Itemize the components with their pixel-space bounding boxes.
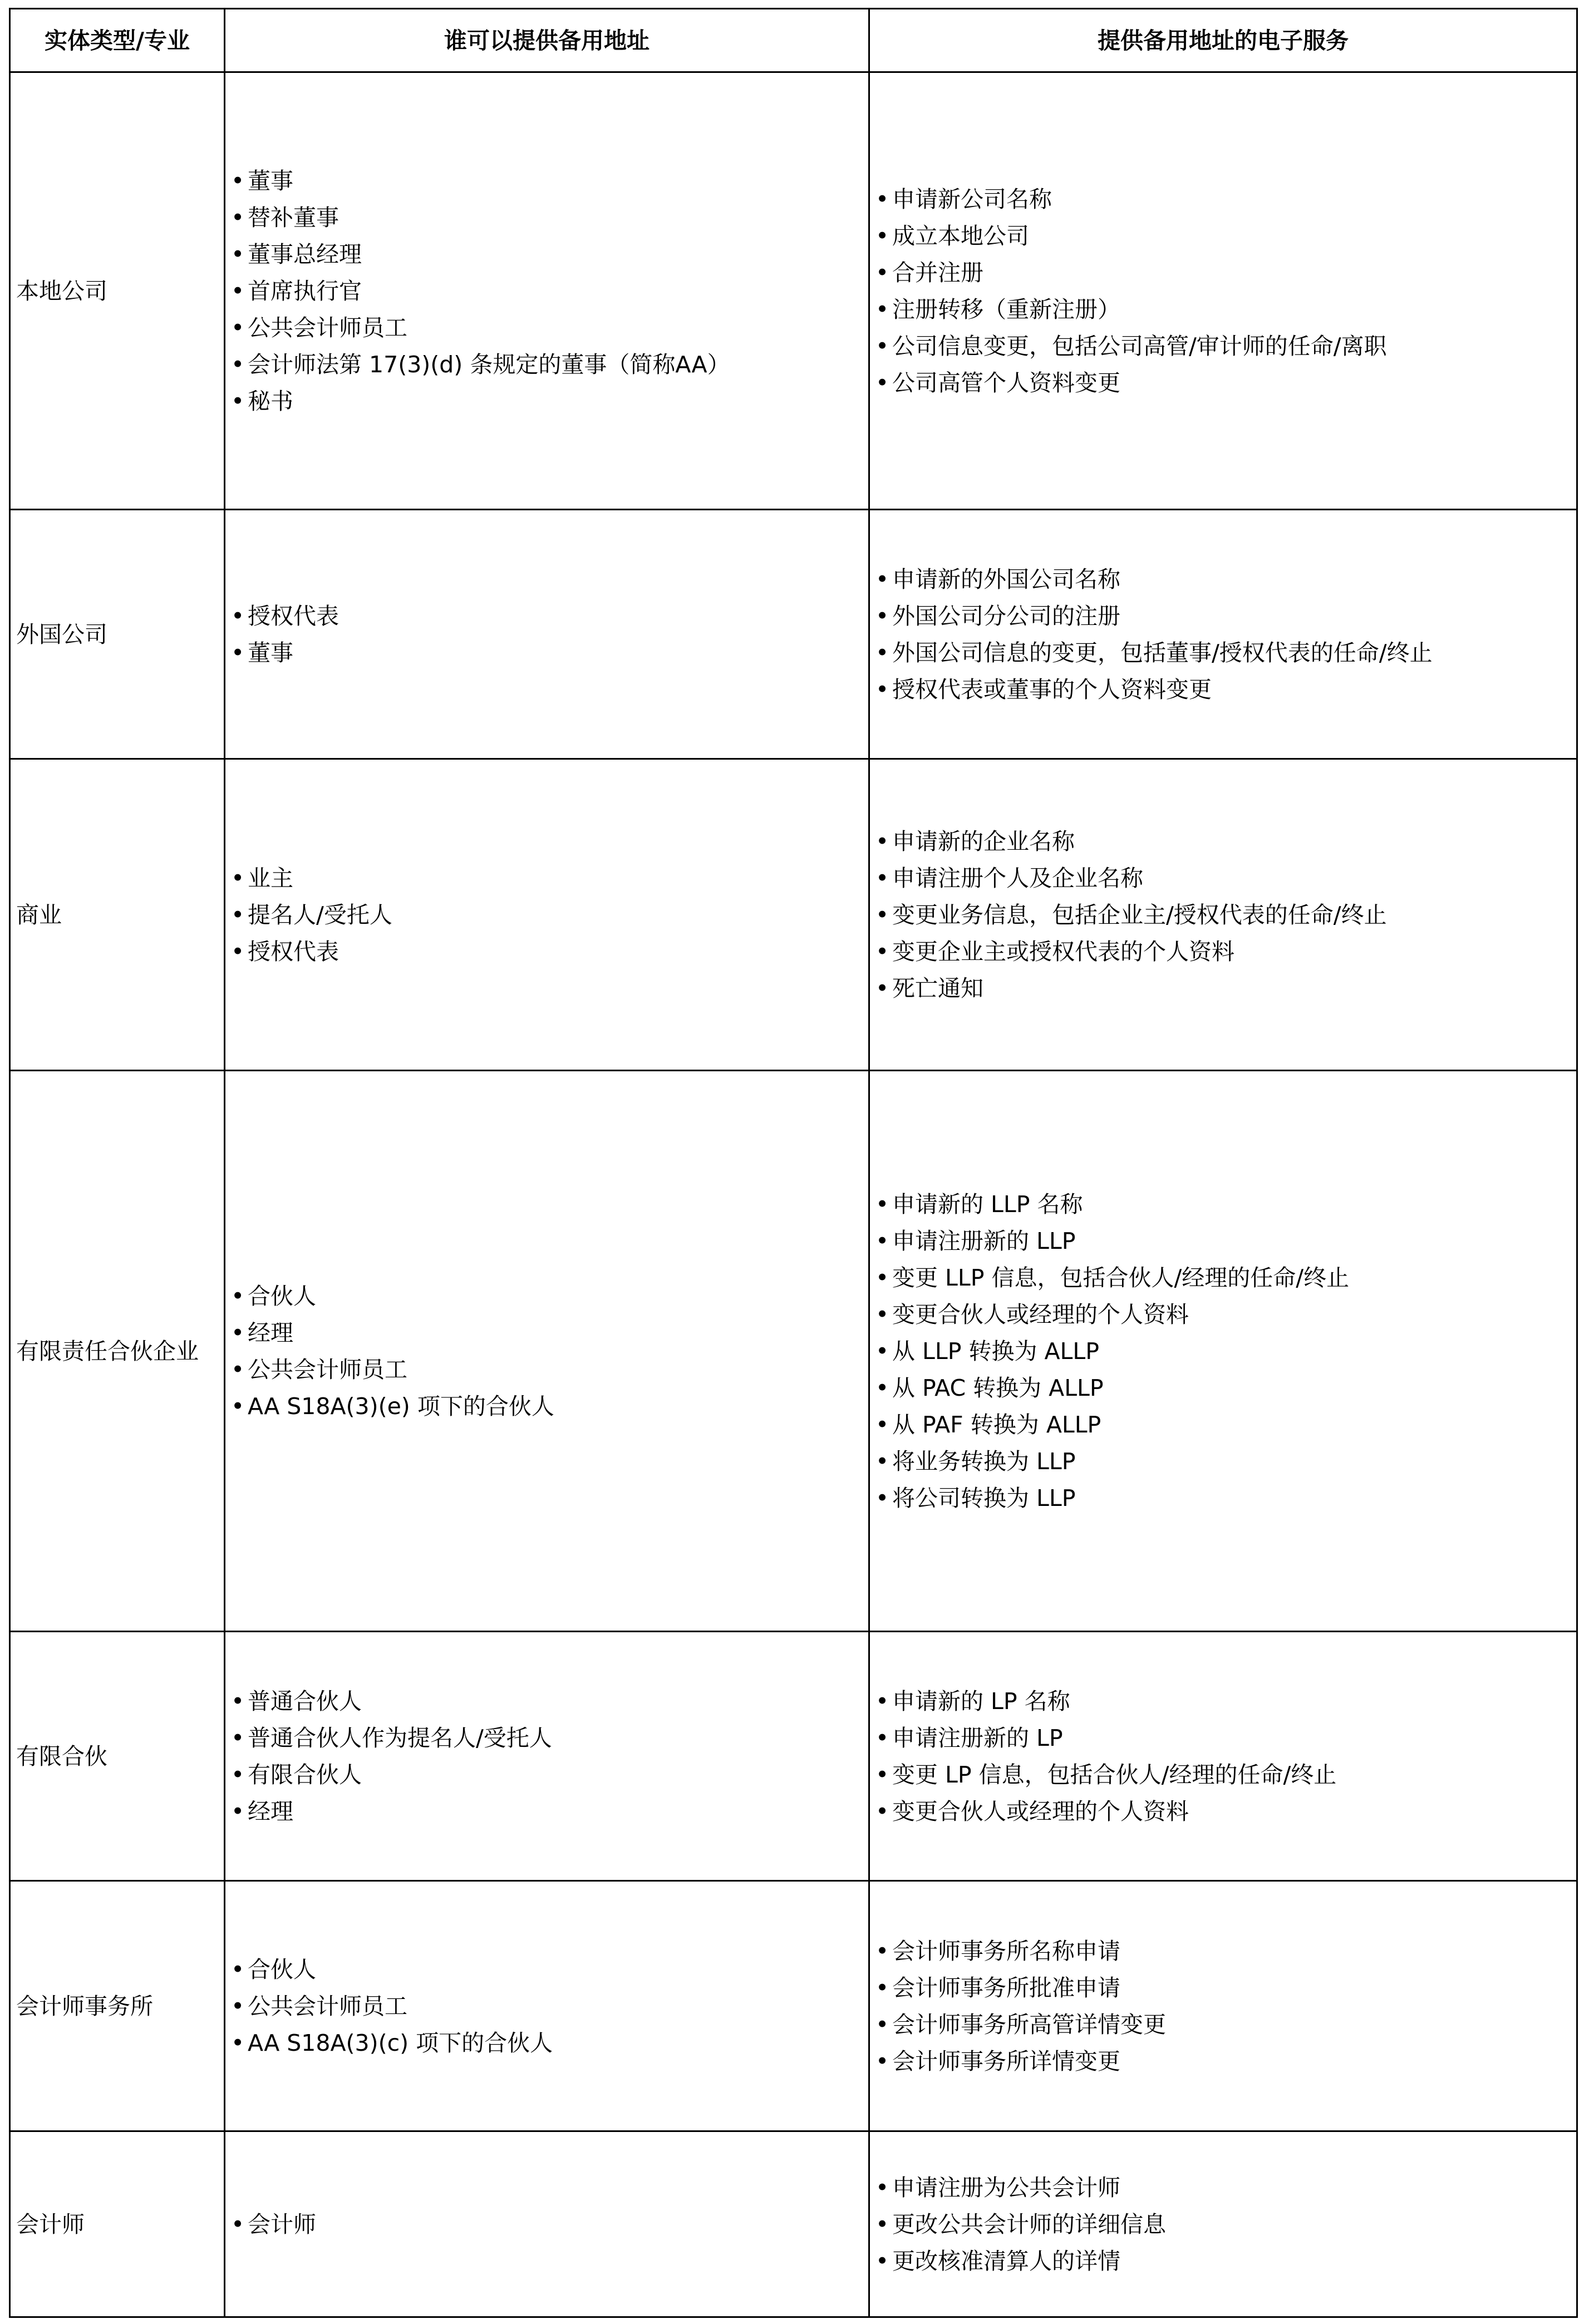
bullet-icon: • — [875, 1798, 889, 1825]
service-item — [875, 561, 1571, 598]
bullet-icon: • — [875, 332, 889, 360]
who-item — [231, 383, 863, 420]
who-cell — [225, 759, 869, 1071]
who-list — [231, 163, 863, 420]
bullet-icon: • — [231, 1687, 245, 1715]
service-list — [875, 561, 1571, 708]
services-cell — [869, 1881, 1577, 2131]
service-item-text: 死亡通知 — [892, 974, 983, 1002]
who-item — [231, 1278, 863, 1314]
service-item-text: 将业务转换为 LLP — [892, 1447, 1076, 1475]
service-item-text: 从 PAF 转换为 ALLP — [892, 1411, 1101, 1438]
service-item-text: 申请注册为公共会计师 — [892, 2174, 1120, 2201]
who-item — [231, 1351, 863, 1388]
bullet-icon: • — [231, 1282, 245, 1309]
who-list — [231, 2206, 863, 2243]
bullet-icon: • — [875, 1937, 889, 1964]
who-item — [231, 1793, 863, 1830]
who-item — [231, 309, 863, 346]
who-item-text: 会计师法第 17(3)(d) 条规定的董事（简称AA） — [248, 351, 730, 378]
bullet-icon: • — [231, 2029, 245, 2056]
who-cell — [225, 1881, 869, 2131]
service-item — [875, 1756, 1571, 1793]
who-item — [231, 236, 863, 273]
service-item — [875, 254, 1571, 291]
service-item — [875, 1443, 1571, 1480]
who-list — [231, 1683, 863, 1830]
service-item — [875, 634, 1571, 671]
service-item-text: 申请注册个人及企业名称 — [892, 864, 1143, 892]
service-item-text: 会计师事务所批准申请 — [892, 1974, 1120, 2001]
bullet-icon: • — [231, 314, 245, 341]
service-item-text: 从 LLP 转换为 ALLP — [892, 1337, 1099, 1365]
service-item — [875, 970, 1571, 1007]
bullet-icon: • — [875, 639, 889, 666]
service-item-text: 申请注册新的 LLP — [892, 1227, 1076, 1254]
who-item — [231, 1388, 863, 1425]
who-list — [231, 1951, 863, 2061]
service-item — [875, 1720, 1571, 1756]
service-item — [875, 1296, 1571, 1333]
bullet-icon: • — [875, 901, 889, 928]
who-item — [231, 933, 863, 970]
bullet-icon: • — [875, 938, 889, 965]
bullet-icon: • — [875, 185, 889, 213]
bullet-icon: • — [875, 565, 889, 593]
table-row — [10, 2131, 1577, 2317]
entity-type-cell: 有限责任合伙企业 — [10, 1071, 225, 1632]
service-item-text: 外国公司信息的变更，包括董事/授权代表的任命/终止 — [892, 639, 1433, 666]
bullet-icon: • — [231, 2210, 245, 2238]
who-item — [231, 199, 863, 236]
bullet-icon: • — [231, 1724, 245, 1751]
who-cell — [225, 510, 869, 759]
who-cell — [225, 1632, 869, 1881]
service-item — [875, 897, 1571, 933]
table-row — [10, 759, 1577, 1071]
who-item-text: 经理 — [248, 1319, 293, 1346]
services-cell — [869, 72, 1577, 510]
service-item-text: 更改核准清算人的详情 — [892, 2247, 1120, 2274]
bullet-icon: • — [231, 864, 245, 892]
service-item — [875, 1970, 1571, 2006]
who-item — [231, 2025, 863, 2061]
who-item-text: 业主 — [248, 864, 293, 892]
who-item-text: 董事 — [248, 167, 293, 194]
service-item — [875, 1333, 1571, 1370]
who-item — [231, 1988, 863, 2025]
bullet-icon: • — [231, 1956, 245, 1983]
service-item-text: 公司信息变更，包括公司高管/审计师的任命/离职 — [892, 332, 1387, 360]
bullet-icon: • — [231, 1798, 245, 1825]
service-item — [875, 1933, 1571, 1970]
bullet-icon: • — [875, 2210, 889, 2238]
services-cell — [869, 2131, 1577, 2317]
bullet-icon: • — [875, 828, 889, 855]
who-item — [231, 2206, 863, 2243]
service-item-text: 申请新的 LP 名称 — [892, 1687, 1070, 1715]
table-row — [10, 1071, 1577, 1632]
service-list — [875, 1933, 1571, 2080]
bullet-icon: • — [231, 387, 245, 415]
service-item-text: 申请新的 LLP 名称 — [892, 1190, 1083, 1218]
bullet-icon: • — [231, 1319, 245, 1346]
service-item — [875, 2206, 1571, 2243]
bullet-icon: • — [875, 2247, 889, 2274]
who-item — [231, 163, 863, 199]
bullet-icon: • — [875, 1374, 889, 1401]
service-item — [875, 328, 1571, 365]
service-list — [875, 823, 1571, 1007]
bullet-icon: • — [231, 639, 245, 666]
entity-type-cell: 会计师事务所 — [10, 1881, 225, 2131]
who-item — [231, 860, 863, 897]
who-item-text: 有限合伙人 — [248, 1761, 362, 1788]
who-item — [231, 273, 863, 309]
service-item — [875, 671, 1571, 708]
bullet-icon: • — [875, 222, 889, 249]
service-item-text: 申请新的外国公司名称 — [892, 565, 1120, 593]
who-item-text: 普通合伙人作为提名人/受托人 — [248, 1724, 552, 1751]
service-item-text: 外国公司分公司的注册 — [892, 602, 1120, 629]
who-item — [231, 1314, 863, 1351]
header-who-can-provide: 谁可以提供备用地址 — [225, 9, 869, 72]
alternate-address-table — [9, 8, 1578, 2318]
table-row — [10, 72, 1577, 510]
service-item — [875, 2243, 1571, 2279]
bullet-icon: • — [875, 1974, 889, 2001]
service-item — [875, 2043, 1571, 2080]
service-item-text: 变更业务信息，包括企业主/授权代表的任命/终止 — [892, 901, 1387, 928]
who-list — [231, 860, 863, 970]
bullet-icon: • — [231, 901, 245, 928]
service-item-text: 变更 LLP 信息，包括合伙人/经理的任命/终止 — [892, 1264, 1350, 1291]
service-item-text: 公司高管个人资料变更 — [892, 369, 1120, 396]
service-item — [875, 181, 1571, 218]
service-item — [875, 860, 1571, 897]
bullet-icon: • — [875, 974, 889, 1002]
service-item-text: 申请新的企业名称 — [892, 828, 1075, 855]
bullet-icon: • — [875, 296, 889, 323]
bullet-icon: • — [875, 1447, 889, 1475]
service-item — [875, 365, 1571, 401]
who-item-text: 公共会计师员工 — [248, 1992, 407, 2020]
who-item — [231, 1720, 863, 1756]
service-item-text: 会计师事务所高管详情变更 — [892, 2011, 1166, 2038]
who-item — [231, 1951, 863, 1988]
bullet-icon: • — [231, 351, 245, 378]
who-item — [231, 634, 863, 671]
bullet-icon: • — [231, 938, 245, 965]
bullet-icon: • — [875, 864, 889, 892]
service-item — [875, 1406, 1571, 1443]
bullet-icon: • — [875, 1724, 889, 1751]
service-item-text: 将公司转换为 LLP — [892, 1484, 1076, 1511]
service-item-text: 从 PAC 转换为 ALLP — [892, 1374, 1104, 1401]
who-item-text: 授权代表 — [248, 602, 339, 629]
bullet-icon: • — [875, 1190, 889, 1218]
who-item — [231, 1683, 863, 1720]
who-item-text: 首席执行官 — [248, 277, 362, 304]
who-list — [231, 598, 863, 671]
who-item-text: 授权代表 — [248, 938, 339, 965]
who-item-text: 合伙人 — [248, 1956, 316, 1983]
who-item — [231, 1756, 863, 1793]
who-item-text: 公共会计师员工 — [248, 314, 407, 341]
services-cell — [869, 1632, 1577, 1881]
bullet-icon: • — [875, 1484, 889, 1511]
bullet-icon: • — [875, 2047, 889, 2075]
service-item-text: 会计师事务所详情变更 — [892, 2047, 1120, 2075]
bullet-icon: • — [875, 369, 889, 396]
who-item-text: 秘书 — [248, 387, 293, 415]
table-row — [10, 510, 1577, 759]
bullet-icon: • — [231, 1392, 245, 1420]
bullet-icon: • — [875, 1264, 889, 1291]
who-cell — [225, 2131, 869, 2317]
bullet-icon: • — [875, 2174, 889, 2201]
service-item-text: 更改公共会计师的详细信息 — [892, 2210, 1166, 2238]
who-item-text: 普通合伙人 — [248, 1687, 362, 1715]
bullet-icon: • — [875, 1687, 889, 1715]
who-item — [231, 598, 863, 634]
who-item — [231, 346, 863, 383]
service-item-text: 变更企业主或授权代表的个人资料 — [892, 938, 1234, 965]
service-item — [875, 823, 1571, 860]
service-item — [875, 933, 1571, 970]
who-item — [231, 897, 863, 933]
bullet-icon: • — [231, 240, 245, 268]
service-item — [875, 2169, 1571, 2206]
services-cell — [869, 1071, 1577, 1632]
service-item — [875, 1223, 1571, 1259]
bullet-icon: • — [875, 259, 889, 286]
who-list — [231, 1278, 863, 1425]
bullet-icon: • — [231, 204, 245, 231]
who-item-text: 会计师 — [248, 2210, 316, 2238]
service-list — [875, 181, 1571, 401]
bullet-icon: • — [875, 2011, 889, 2038]
who-item-text: 董事总经理 — [248, 240, 362, 268]
who-item-text: AA S18A(3)(e) 项下的合伙人 — [248, 1392, 554, 1420]
who-cell — [225, 1071, 869, 1632]
services-cell — [869, 759, 1577, 1071]
header-entity-type: 实体类型/专业 — [10, 9, 225, 72]
entity-type-cell: 会计师 — [10, 2131, 225, 2317]
bullet-icon: • — [875, 1761, 889, 1788]
service-item — [875, 1259, 1571, 1296]
entity-type-cell: 商业 — [10, 759, 225, 1071]
service-item-text: 变更合伙人或经理的个人资料 — [892, 1301, 1189, 1328]
header-row — [10, 9, 1577, 72]
table-row — [10, 1632, 1577, 1881]
service-item — [875, 1683, 1571, 1720]
bullet-icon: • — [231, 1761, 245, 1788]
bullet-icon: • — [231, 167, 245, 194]
entity-type-cell: 外国公司 — [10, 510, 225, 759]
bullet-icon: • — [231, 602, 245, 629]
who-cell — [225, 72, 869, 510]
bullet-icon: • — [231, 1992, 245, 2020]
entity-type-cell: 本地公司 — [10, 72, 225, 510]
service-item — [875, 218, 1571, 254]
bullet-icon: • — [875, 676, 889, 703]
service-item-text: 变更 LP 信息，包括合伙人/经理的任命/终止 — [892, 1761, 1337, 1788]
table-row — [10, 1881, 1577, 2131]
bullet-icon: • — [231, 277, 245, 304]
who-item-text: AA S18A(3)(c) 项下的合伙人 — [248, 2029, 553, 2056]
service-item-text: 申请新公司名称 — [892, 185, 1052, 213]
services-cell — [869, 510, 1577, 759]
service-item — [875, 1370, 1571, 1406]
bullet-icon: • — [875, 1337, 889, 1365]
service-item-text: 注册转移（重新注册） — [892, 296, 1120, 323]
bullet-icon: • — [231, 1356, 245, 1383]
service-item-text: 申请注册新的 LP — [892, 1724, 1063, 1751]
service-item — [875, 598, 1571, 634]
service-item-text: 成立本地公司 — [892, 222, 1029, 249]
who-item-text: 替补董事 — [248, 204, 339, 231]
service-item-text: 会计师事务所名称申请 — [892, 1937, 1120, 1964]
service-item-text: 变更合伙人或经理的个人资料 — [892, 1798, 1189, 1825]
service-item-text: 授权代表或董事的个人资料变更 — [892, 676, 1212, 703]
service-item — [875, 1793, 1571, 1830]
service-item — [875, 1186, 1571, 1223]
header-e-services: 提供备用地址的电子服务 — [869, 9, 1577, 72]
who-item-text: 董事 — [248, 639, 293, 666]
service-item — [875, 2006, 1571, 2043]
service-item — [875, 291, 1571, 328]
service-list — [875, 2169, 1571, 2279]
entity-type-cell: 有限合伙 — [10, 1632, 225, 1881]
bullet-icon: • — [875, 1227, 889, 1254]
who-item-text: 提名人/受托人 — [248, 901, 392, 928]
bullet-icon: • — [875, 602, 889, 629]
service-list — [875, 1683, 1571, 1830]
who-item-text: 公共会计师员工 — [248, 1356, 407, 1383]
who-item-text: 经理 — [248, 1798, 293, 1825]
service-item-text: 合并注册 — [892, 259, 983, 286]
service-item — [875, 1480, 1571, 1516]
bullet-icon: • — [875, 1411, 889, 1438]
bullet-icon: • — [875, 1301, 889, 1328]
who-item-text: 合伙人 — [248, 1282, 316, 1309]
service-list — [875, 1186, 1571, 1516]
